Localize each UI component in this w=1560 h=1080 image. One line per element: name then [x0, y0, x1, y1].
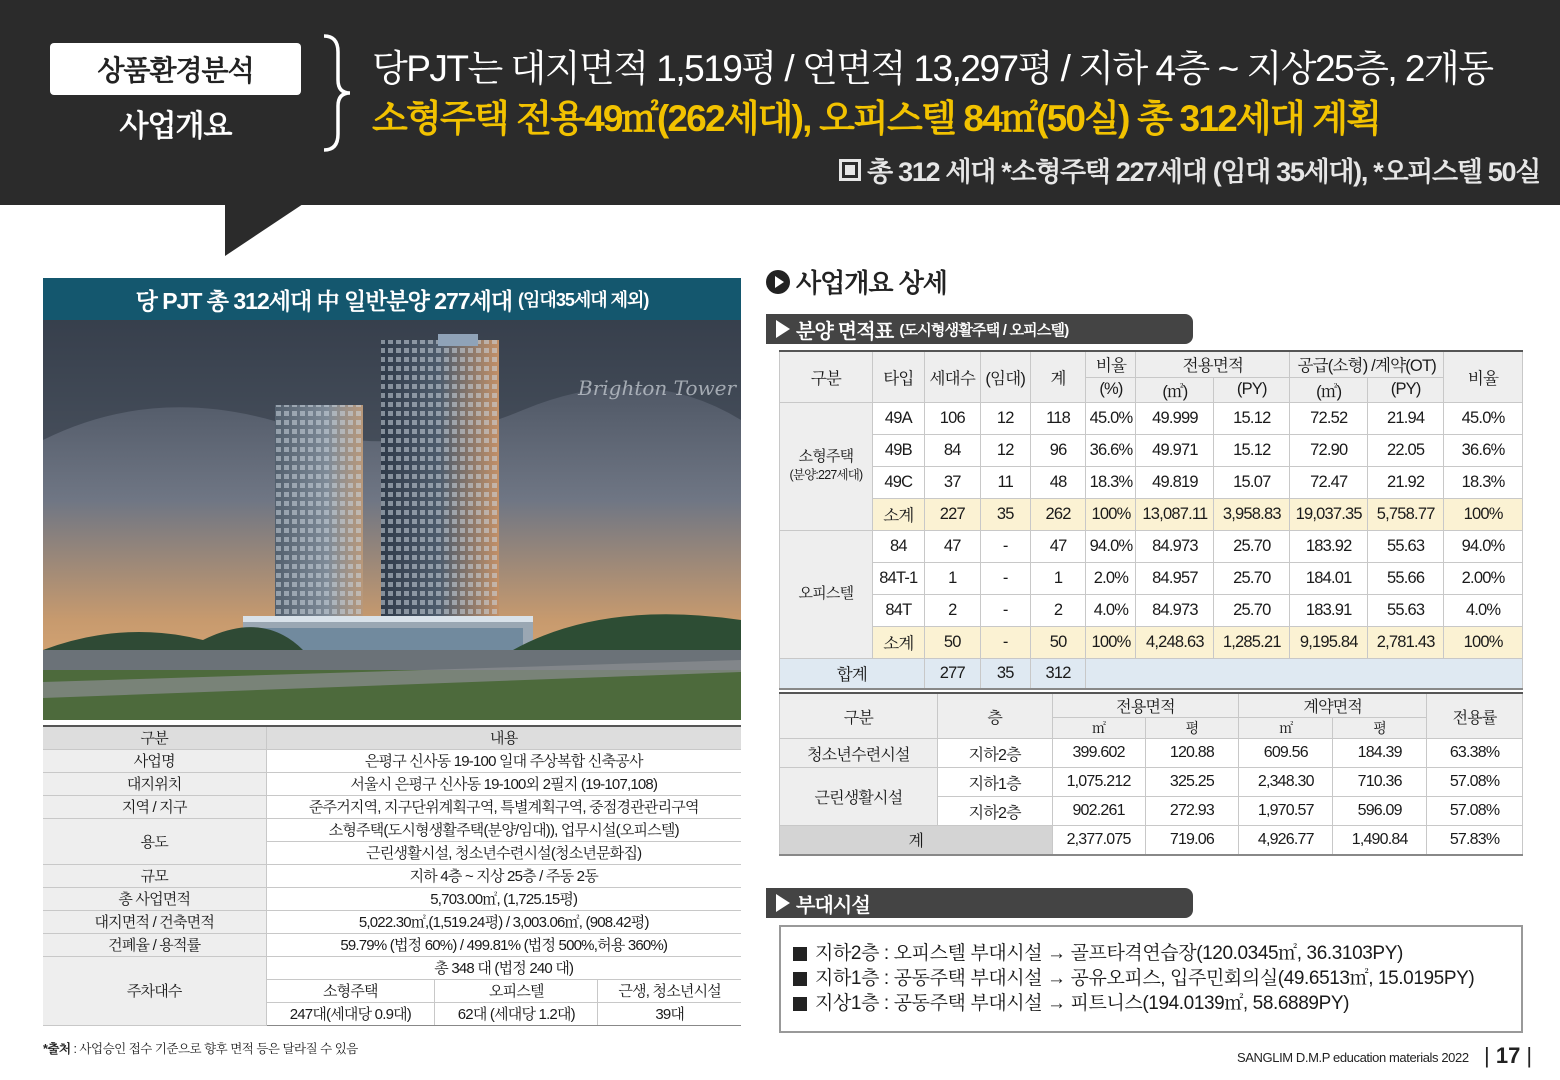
facility-text: 지하1층 : 공동주택 부대시설 → 공유오피스, 입주민회의실(49.6513㎡, 15.0195PY)	[815, 968, 1475, 989]
sales-pill-note: (도시형생활주택 / 오피스텔)	[899, 321, 1069, 339]
cell: 277	[924, 658, 980, 689]
cell: 49B	[872, 434, 924, 466]
facility-pill-label: 부대시설	[796, 894, 871, 917]
row-key: 용도	[43, 818, 266, 864]
cell: 710.36	[1333, 768, 1427, 797]
header-cell: 계약면적	[1239, 693, 1427, 718]
cell: -	[980, 530, 1030, 562]
header-cell: (PY)	[1368, 377, 1444, 402]
page-divider: |	[1484, 1043, 1496, 1068]
sales-pill-label: 분양 면적표	[796, 320, 894, 343]
header-banner	[0, 0, 1560, 205]
table-row	[780, 739, 1523, 768]
parking-value: 62대 (세대당 1.2대)	[435, 1002, 598, 1025]
row-key: 사업명	[43, 749, 266, 772]
table-row	[780, 530, 1523, 562]
table-row	[780, 768, 1523, 797]
photo-title	[43, 278, 741, 320]
cell: 49A	[872, 402, 924, 434]
header-cell: 내용	[266, 726, 741, 749]
cell: 21.94	[1368, 402, 1444, 434]
cell: 2,377.075	[1052, 826, 1145, 855]
total-row	[780, 658, 1523, 689]
facility-list	[779, 925, 1523, 1033]
cell: 18.3%	[1086, 466, 1136, 498]
parking-head: 근생, 청소년시설	[598, 979, 741, 1002]
facility-pill	[766, 888, 1193, 918]
cell: 55.63	[1368, 530, 1444, 562]
cell: 25.70	[1214, 594, 1290, 626]
cell: 지하2층	[937, 797, 1052, 826]
parking-value: 39대	[598, 1002, 741, 1025]
cell: 48	[1030, 466, 1086, 498]
cell: 72.90	[1290, 434, 1368, 466]
table-row	[43, 772, 741, 795]
cell: 25.70	[1214, 530, 1290, 562]
row-value: 서울시 은평구 신사동 19-100외 2필지 (19-107,108)	[266, 772, 741, 795]
cell: 96	[1030, 434, 1086, 466]
cell: 49.971	[1136, 434, 1214, 466]
cell: 1,970.57	[1239, 797, 1333, 826]
subtotal-row	[780, 498, 1523, 530]
cell: 지하1층	[937, 768, 1052, 797]
facility-text: 지하2층 : 오피스텔 부대시설 → 골프타격연습장(120.0345㎡, 36.3103PY)	[815, 943, 1403, 964]
cell: 15.12	[1214, 402, 1290, 434]
cell: 100%	[1444, 498, 1523, 530]
page-number-text: 17	[1495, 1043, 1521, 1068]
row-value: 준주거지역, 지구단위계획구역, 특별계획구역, 중점경관관리구역	[266, 795, 741, 818]
cell: 55.66	[1368, 562, 1444, 594]
header-cell: 비율	[1444, 351, 1523, 402]
summary-line-2: 소형주택 전용49㎡(262세대), 오피스텔 84㎡(50실) 총 312세대 계획	[372, 98, 1381, 139]
source-note	[43, 1039, 358, 1057]
group-cell-small-housing	[780, 402, 873, 530]
cell: 2.0%	[1086, 562, 1136, 594]
cell: 4,926.77	[1239, 826, 1333, 855]
subtotal-row	[780, 626, 1523, 658]
cell: 소계	[872, 498, 924, 530]
header-cell: 평	[1145, 718, 1239, 739]
cell: -	[980, 594, 1030, 626]
cell: 2,348.30	[1239, 768, 1333, 797]
parking-value: 247대(세대당 0.9대)	[266, 1002, 435, 1025]
cell: 63.38%	[1427, 739, 1523, 768]
cell: 272.93	[1145, 797, 1239, 826]
row-key: 지역 / 지구	[43, 795, 266, 818]
row-key: 청소년수련시설	[780, 739, 938, 768]
cell: 35	[980, 658, 1030, 689]
header-cell: (임대)	[980, 351, 1030, 402]
header-cell: 공급(소형) /계약(OT)	[1290, 351, 1444, 377]
square-bullet-icon	[839, 159, 861, 181]
source-text: : 사업승인 접수 기준으로 향후 면적 등은 달라질 수 있음	[70, 1042, 358, 1056]
cell: 72.52	[1290, 402, 1368, 434]
cell: 57.83%	[1427, 826, 1523, 855]
cell: 45.0%	[1086, 402, 1136, 434]
header-cell: (㎡)	[1290, 377, 1368, 402]
header-cell: (%)	[1086, 377, 1136, 402]
photo-signature: Brighton Tower	[578, 376, 736, 400]
cell: 84T-1	[872, 562, 924, 594]
facility-area-table	[779, 692, 1523, 856]
cell: 9,195.84	[1290, 626, 1368, 658]
cell: 100%	[1086, 498, 1136, 530]
building-illustration	[43, 320, 741, 720]
cell: 50	[924, 626, 980, 658]
summary-note	[839, 150, 1540, 189]
cell: 184.01	[1290, 562, 1368, 594]
cell: 325.25	[1145, 768, 1239, 797]
row-key: 주차대수	[43, 956, 266, 1025]
cell: 902.261	[1052, 797, 1145, 826]
cell: 72.47	[1290, 466, 1368, 498]
cell: 84	[872, 530, 924, 562]
group-name: 소형주택	[798, 448, 854, 465]
header-cell: ㎡	[1239, 718, 1333, 739]
table-header-row	[780, 693, 1523, 718]
cell: 120.88	[1145, 739, 1239, 768]
cell: 36.6%	[1444, 434, 1523, 466]
building-rendering-image	[43, 320, 741, 720]
table-row	[780, 562, 1523, 594]
summary-line-1: 당PJT는 대지면적 1,519평 / 연면적 13,297평 / 지하 4층 ~ 지상25층, 2개동	[372, 48, 1493, 89]
header-cell: 전용면적	[1052, 693, 1239, 718]
sales-area-table	[779, 350, 1523, 690]
row-value: 총 348 대 (법정 240 대)	[266, 956, 741, 979]
cell: 2	[924, 594, 980, 626]
footer-text: SANGLIM D.M.P education materials 2022	[1237, 1050, 1469, 1065]
cell: 4.0%	[1444, 594, 1523, 626]
cell: 5,758.77	[1368, 498, 1444, 530]
triangle-right-icon	[776, 894, 790, 912]
table-header-row	[780, 351, 1523, 377]
section-subtitle: 사업개요	[119, 110, 232, 143]
table-row	[43, 749, 741, 772]
cell: 19,037.35	[1290, 498, 1368, 530]
cell: 1	[924, 562, 980, 594]
cell: 지하2층	[937, 739, 1052, 768]
table-row	[43, 818, 741, 841]
cell: 609.56	[1239, 739, 1333, 768]
group-note: (분양:227세대)	[789, 468, 863, 482]
cell: 1,490.84	[1333, 826, 1427, 855]
brace-icon	[318, 34, 354, 152]
cell: 4.0%	[1086, 594, 1136, 626]
cell: 183.92	[1290, 530, 1368, 562]
row-value: 5,022.30㎡,(1,519.24평) / 3,003.06㎡, (908.42평)	[266, 910, 741, 933]
square-bullet-icon	[793, 997, 807, 1011]
cell: 596.09	[1333, 797, 1427, 826]
cell: 12	[980, 434, 1030, 466]
cell: 47	[924, 530, 980, 562]
cell: 36.6%	[1086, 434, 1136, 466]
table-row	[43, 795, 741, 818]
cell: 18.3%	[1444, 466, 1523, 498]
cell: 49.999	[1136, 402, 1214, 434]
cell: 12	[980, 402, 1030, 434]
cell: 84.973	[1136, 530, 1214, 562]
header-cell: 세대수	[924, 351, 980, 402]
project-overview-table	[43, 725, 741, 1026]
page-divider: |	[1520, 1043, 1533, 1068]
header-cell: 전용률	[1427, 693, 1523, 739]
header-cell: (PY)	[1214, 377, 1290, 402]
parking-head: 소형주택	[266, 979, 435, 1002]
source-label: *출처	[43, 1042, 71, 1056]
row-value: 59.79% (법정 60%) / 499.81% (법정 500%,허용 360%)	[266, 933, 741, 956]
table-row	[43, 933, 741, 956]
cell: 57.08%	[1427, 797, 1523, 826]
square-bullet-icon	[793, 947, 807, 961]
cell: 1,075.212	[1052, 768, 1145, 797]
list-item	[793, 966, 1521, 991]
header-cell: 전용면적	[1136, 351, 1290, 377]
cell: 84.957	[1136, 562, 1214, 594]
table-row	[780, 594, 1523, 626]
cell: 84.973	[1136, 594, 1214, 626]
table-row	[43, 864, 741, 887]
cell: 719.06	[1145, 826, 1239, 855]
cell: 35	[980, 498, 1030, 530]
total-row	[780, 826, 1523, 855]
cell: 25.70	[1214, 562, 1290, 594]
table-row	[780, 402, 1523, 434]
row-value: 5,703.00㎡, (1,725.15평)	[266, 887, 741, 910]
section-title	[766, 263, 947, 300]
cell: 49C	[872, 466, 924, 498]
row-key: 대지위치	[43, 772, 266, 795]
row-key: 건폐율 / 용적률	[43, 933, 266, 956]
sales-area-pill	[766, 314, 1193, 344]
group-cell-officetel: 오피스텔	[780, 530, 873, 658]
list-item	[793, 941, 1521, 966]
cell: 227	[924, 498, 980, 530]
row-key: 총 사업면적	[43, 887, 266, 910]
total-label: 계	[780, 826, 1053, 855]
header-cell: 층	[937, 693, 1052, 739]
cell: -	[980, 562, 1030, 594]
photo-title-text: 당 PJT 총 312세대 中 일반분양 277세대	[135, 287, 513, 314]
cell	[1086, 658, 1523, 689]
cell: 15.12	[1214, 434, 1290, 466]
cell: 57.08%	[1427, 768, 1523, 797]
row-key: 근린생활시설	[780, 768, 938, 826]
cell: 47	[1030, 530, 1086, 562]
cell: 262	[1030, 498, 1086, 530]
cell: 13,087.11	[1136, 498, 1214, 530]
cell: 100%	[1444, 626, 1523, 658]
cell: 118	[1030, 402, 1086, 434]
cell: 2.00%	[1444, 562, 1523, 594]
row-value: 소형주택(도시형생활주택(분양/임대)), 업무시설(오피스텔)	[266, 818, 741, 841]
cell: 2,781.43	[1368, 626, 1444, 658]
page-number	[1484, 1043, 1532, 1069]
cell: 11	[980, 466, 1030, 498]
cell: 84T	[872, 594, 924, 626]
cell: 22.05	[1368, 434, 1444, 466]
cell: 소계	[872, 626, 924, 658]
table-row	[780, 434, 1523, 466]
cell: 21.92	[1368, 466, 1444, 498]
table-row	[780, 466, 1523, 498]
cell: 45.0%	[1444, 402, 1523, 434]
cell: 1	[1030, 562, 1086, 594]
header-cell: 구분	[780, 351, 873, 402]
total-label: 합계	[780, 658, 925, 689]
row-key: 대지면적 / 건축면적	[43, 910, 266, 933]
cell: 312	[1030, 658, 1086, 689]
row-value: 근린생활시설, 청소년수련시설(청소년문화집)	[266, 841, 741, 864]
cell: 183.91	[1290, 594, 1368, 626]
header-cell: ㎡	[1052, 718, 1145, 739]
cell: 399.602	[1052, 739, 1145, 768]
table-header-row	[43, 726, 741, 749]
cell: 106	[924, 402, 980, 434]
header-cell: 타입	[872, 351, 924, 402]
header-cell: 평	[1333, 718, 1427, 739]
category-tag: 상품환경분석	[50, 43, 301, 95]
cell: 55.63	[1368, 594, 1444, 626]
header-cell: 구분	[780, 693, 938, 739]
triangle-right-icon	[776, 320, 790, 338]
row-key: 규모	[43, 864, 266, 887]
cell: 94.0%	[1444, 530, 1523, 562]
section-title-text: 사업개요 상세	[796, 268, 947, 298]
list-item	[793, 991, 1521, 1016]
cell: 15.07	[1214, 466, 1290, 498]
cell: 3,958.83	[1214, 498, 1290, 530]
callout-pointer	[225, 204, 303, 256]
square-bullet-icon	[793, 972, 807, 986]
cell: 50	[1030, 626, 1086, 658]
parking-head: 오피스텔	[435, 979, 598, 1002]
facility-text: 지상1층 : 공동주택 부대시설 → 피트니스(194.0139㎡, 58.6889PY)	[815, 993, 1350, 1014]
cell: 84	[924, 434, 980, 466]
cell: 94.0%	[1086, 530, 1136, 562]
header-cell: (㎡)	[1136, 377, 1214, 402]
cell: 2	[1030, 594, 1086, 626]
cell: 1,285.21	[1214, 626, 1290, 658]
cell: 4,248.63	[1136, 626, 1214, 658]
row-value: 지하 4층 ~ 지상 25층 / 주동 2동	[266, 864, 741, 887]
table-row	[43, 956, 741, 979]
table-row	[43, 910, 741, 933]
cell: 49.819	[1136, 466, 1214, 498]
cell: 100%	[1086, 626, 1136, 658]
cell: 37	[924, 466, 980, 498]
header-cell: 비율	[1086, 351, 1136, 377]
cell: 184.39	[1333, 739, 1427, 768]
play-circle-icon	[766, 270, 790, 294]
cell: -	[980, 626, 1030, 658]
summary-note-text: 총 312 세대 *소형주택 227세대 (임대 35세대), *오피스텔 50실	[867, 157, 1540, 187]
table-row	[43, 887, 741, 910]
row-value: 은평구 신사동 19-100 일대 주상복합 신축공사	[266, 749, 741, 772]
photo-title-note: (임대35세대 제외)	[518, 290, 649, 310]
header-cell: 계	[1030, 351, 1086, 402]
header-cell: 구분	[43, 726, 266, 749]
